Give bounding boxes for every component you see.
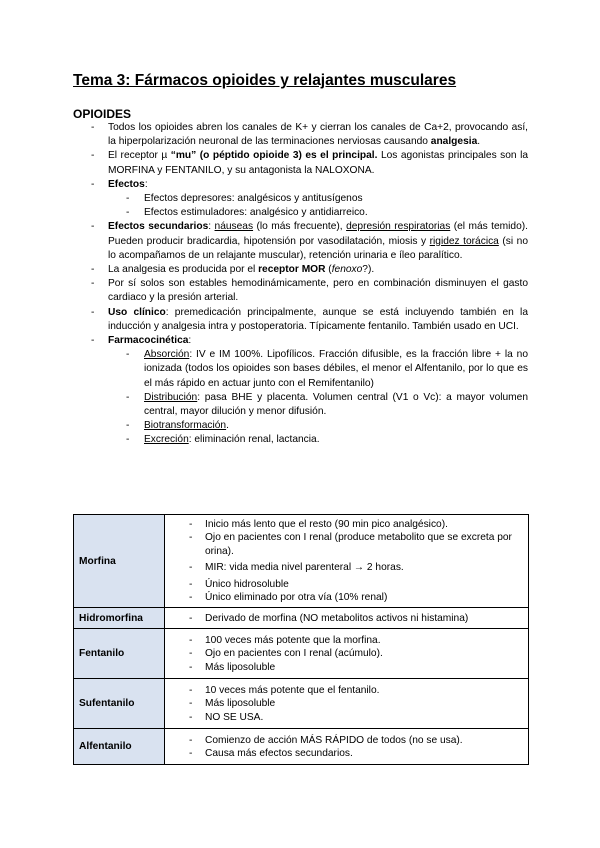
drug-name: Hidromorfina bbox=[74, 608, 165, 629]
list-item: - Farmacocinética: bbox=[73, 334, 528, 348]
table-row bbox=[74, 629, 529, 679]
list-item: - Efectos secundarios: náuseas (lo más frecuente), depresión respiratorias (el más temido). Pueden producir bradicardia, hipotensión por vasodilatación, miosis y rigidez torácica (si no lo acompañamos de un relajante muscular), retención urinaria e íleo paralítico. bbox=[73, 220, 528, 263]
drug-description bbox=[165, 729, 529, 765]
list-item: - Ojo en pacientes con I renal (produce metabolito que se excreta por orina). bbox=[165, 531, 524, 558]
list-item: - Todos los opioides abren los canales de K+ y cierran los canales de Ca+2, provocando así, la hiperpolarización neuronal de las terminaciones nerviosas causando analgesia. bbox=[73, 121, 528, 149]
sub-list-item: - Excreción: eliminación renal, lactancia. bbox=[73, 433, 528, 447]
sub-list-item: - Distribución: pasa BHE y placenta. Volumen central (V1 o Vc): a mayor volumen central, mayor dilución y menor difusión. bbox=[73, 391, 528, 419]
list-item: - Más liposoluble bbox=[165, 697, 524, 710]
list-item: - La analgesia es producida por el receptor MOR (fenoxo?). bbox=[73, 263, 528, 277]
list-item: - Único eliminado por otra vía (10% renal) bbox=[165, 591, 524, 604]
list-item: - Comienzo de acción MÁS RÁPIDO de todos (no se usa). bbox=[165, 734, 524, 747]
list-item: - NO SE USA. bbox=[165, 711, 524, 724]
drug-description bbox=[165, 629, 529, 679]
page-title: Tema 3: Fármacos opioides y relajantes musculares bbox=[73, 72, 457, 89]
section-heading: OPIOIDES bbox=[73, 107, 132, 121]
table-row bbox=[74, 679, 529, 729]
drug-description bbox=[165, 608, 529, 629]
list-item: - Inicio más lento que el resto (90 min pico analgésico). bbox=[165, 518, 524, 531]
list-item: - Único hidrosoluble bbox=[165, 578, 524, 591]
list-item: - Por sí solos son estables hemodinámicamente, pero en combinación disminuyen el gasto cardiaco y la presión arterial. bbox=[73, 277, 528, 305]
drug-name: Alfentanilo bbox=[74, 729, 165, 765]
list-item: - Causa más efectos secundarios. bbox=[165, 747, 524, 760]
sub-list-item: - Efectos estimuladores: analgésico y antidiarreico. bbox=[73, 206, 528, 220]
list-item: - Efectos: bbox=[73, 178, 528, 192]
list-item: - Derivado de morfina (NO metabolitos activos ni histamina) bbox=[165, 612, 524, 625]
drug-name: Fentanilo bbox=[74, 629, 165, 679]
table-row bbox=[74, 729, 529, 765]
table-row bbox=[74, 608, 529, 629]
sub-list-item: - Efectos depresores: analgésicos y antitusígenos bbox=[73, 192, 528, 206]
drug-description bbox=[165, 515, 529, 608]
list-item: - Ojo en pacientes con I renal (acúmulo). bbox=[165, 647, 524, 660]
drug-description bbox=[165, 679, 529, 729]
list-item: - Más liposoluble bbox=[165, 661, 524, 674]
list-item: - El receptor µ “mu” (o péptido opioide 3) es el principal. Los agonistas principales son la MORFINA y FENTANILO, y su antagonista la NALOXONA. bbox=[73, 149, 528, 177]
list-item: - 10 veces más potente que el fentanilo. bbox=[165, 684, 524, 697]
opioides-list bbox=[73, 121, 528, 448]
list-item: - Uso clínico: premedicación principalmente, aunque se está incluyendo también en la inducción y analgesia intra y postoperatoria. Típicamente fentanilo. También usado en UCI. bbox=[73, 306, 528, 334]
list-item: - 100 veces más potente que la morfina. bbox=[165, 634, 524, 647]
sub-list-item: - Biotransformación. bbox=[73, 419, 528, 433]
sub-list-item: - Absorción: IV e IM 100%. Lipofílicos. Fracción difusible, es la fracción libre + la no ionizada (todos los opioides son bases débiles, el menor el Alfentanilo, por lo que es el más rápido en actuar junto con el Remifentanilo) bbox=[73, 348, 528, 391]
table-row bbox=[74, 515, 529, 608]
drug-name: Sufentanilo bbox=[74, 679, 165, 729]
list-item: - MIR: vida media nivel parenteral → 2 horas. bbox=[165, 561, 524, 574]
drug-table bbox=[73, 514, 529, 765]
drug-name: Morfina bbox=[74, 515, 165, 608]
